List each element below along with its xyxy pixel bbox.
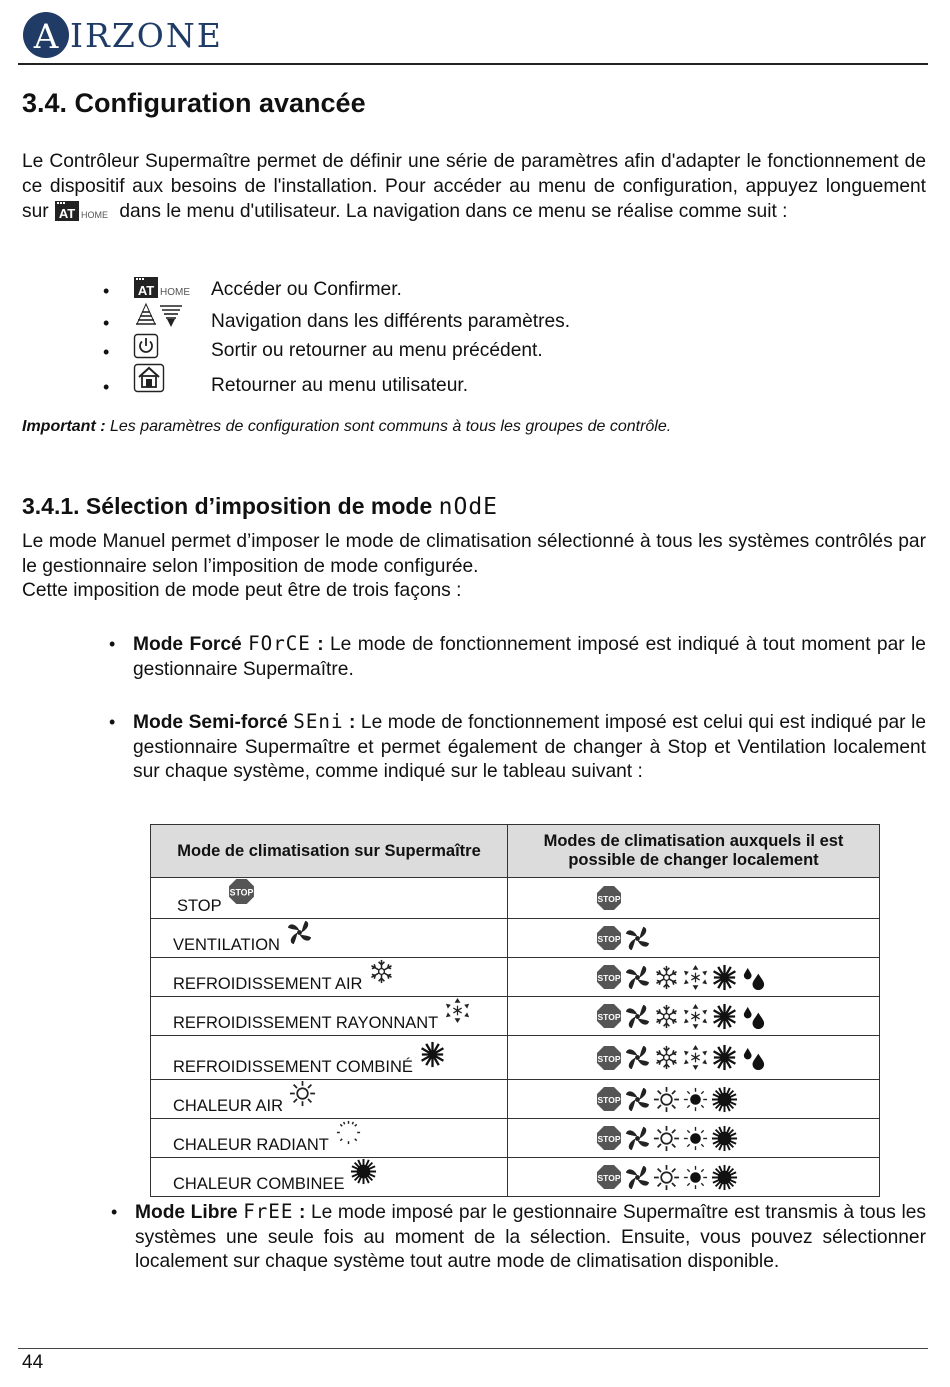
allowed-modes-cell <box>508 1119 880 1158</box>
allowed-modes-cell <box>508 1158 880 1197</box>
allowed-modes-cell <box>508 997 880 1036</box>
mode-name: Mode Libre <box>135 1202 238 1223</box>
mode-cell <box>151 1080 508 1119</box>
snowflake-radiant-icon <box>444 997 471 1024</box>
sun-combined-icon <box>711 1164 738 1191</box>
mode-label: CHALEUR COMBINEE <box>173 1175 345 1193</box>
allowed-modes-cell <box>508 1036 880 1080</box>
stop-icon <box>596 1086 622 1112</box>
section-title-text: 3.4.1. Sélection d’imposition de mode <box>22 493 433 519</box>
snowflake-combined-icon <box>419 1041 446 1068</box>
mode-free <box>135 1200 926 1275</box>
sun-outline-icon <box>653 1125 680 1152</box>
section-paragraph <box>22 530 926 579</box>
fan-icon <box>624 1164 651 1191</box>
table-row <box>151 958 880 997</box>
snowflake-outline-icon <box>653 964 680 991</box>
mode-sep: : <box>343 712 356 733</box>
nav-item-label: Accéder ou Confirmer. <box>211 279 402 300</box>
sun-outline-icon <box>653 1086 680 1113</box>
important-label: Important : <box>22 418 106 435</box>
allowed-modes-cell <box>508 1080 880 1119</box>
section-text: Le mode Manuel permet d’imposer le mode de climatisation sélectionné à tous les systèmes contrôlés par le gestionnaire selon l’imposition de mode configurée. <box>22 531 926 577</box>
fan-icon <box>624 1125 651 1152</box>
mode-sep: : <box>310 634 324 655</box>
mode-text: Le mode de fonctionnement imposé est celui qui est indiqué par le gestionnaire Supermaître et permet également de changer à Stop et Ventilation localement sur chaque système, comme indiqué sur le tableau suivant : <box>133 712 926 782</box>
at-home-icon <box>133 275 195 304</box>
power-icon <box>133 333 159 364</box>
mode-code: nOdE <box>438 494 499 520</box>
svg-text:HOME: HOME <box>81 210 108 220</box>
mode-label: STOP <box>177 897 222 915</box>
mode-forced <box>133 632 926 682</box>
allowed-modes-cell <box>508 958 880 997</box>
table-row <box>151 1080 880 1119</box>
fan-icon <box>624 925 651 952</box>
mode-cell <box>151 878 508 919</box>
mode-cell <box>151 1036 508 1080</box>
svg-text:AT: AT <box>137 283 155 298</box>
mode-label: REFROIDISSEMENT RAYONNANT <box>173 1014 439 1032</box>
modes-table <box>150 824 880 1197</box>
mode-label: CHALEUR RADIANT <box>173 1136 329 1154</box>
snowflake-outline-icon <box>653 1003 680 1030</box>
snowflake-combined-icon <box>711 1044 738 1071</box>
stop-icon <box>596 1125 622 1151</box>
table-row <box>151 997 880 1036</box>
snowflake-combined-icon <box>711 964 738 991</box>
section-title <box>22 493 498 520</box>
fan-icon <box>624 1003 651 1030</box>
sun-radiant-icon <box>682 1125 709 1152</box>
up-down-arrows-icon <box>133 302 185 333</box>
mode-cell <box>151 1158 508 1197</box>
intro-text-2: dans le menu d'utilisateur. La navigation dans ce menu se réalise comme suit : <box>119 201 788 222</box>
nav-item-label: Sortir ou retourner au menu précédent. <box>211 340 543 361</box>
important-note <box>22 418 671 436</box>
sun-combined-icon <box>711 1125 738 1152</box>
house-icon <box>133 363 165 398</box>
mode-sep: : <box>293 1202 306 1223</box>
mode-label: CHALEUR AIR <box>173 1097 284 1115</box>
sun-outline-icon <box>289 1080 316 1107</box>
mode-code: SEni <box>293 710 344 733</box>
mode-cell <box>151 919 508 958</box>
nav-item-label: Navigation dans les différents paramètres. <box>211 311 571 332</box>
table-header: Modes de climatisation auxquels il est possible de changer localement <box>508 825 880 878</box>
mode-text: Le mode imposé par le gestionnaire Supermaître est transmis à tous les systèmes une seule fois au moment de la sélection. Ensuite, vous pouvez sélectionner localement sur chaque système tout autre mode de climatisation disponible. <box>135 1202 926 1272</box>
intro-paragraph <box>22 150 926 229</box>
section-text-2: Cette imposition de mode peut être de trois façons : <box>22 580 462 601</box>
nav-item-label: Retourner au menu utilisateur. <box>211 375 469 396</box>
sun-combined-icon <box>350 1158 377 1185</box>
mode-label: VENTILATION <box>173 936 280 954</box>
fan-icon <box>624 1086 651 1113</box>
allowed-modes-cell <box>508 919 880 958</box>
snowflake-radiant-icon <box>682 964 709 991</box>
snowflake-combined-icon <box>711 1003 738 1030</box>
important-text: Les paramètres de configuration sont communs à tous les groupes de contrôle. <box>105 418 672 435</box>
table-row <box>151 919 880 958</box>
stop-icon <box>596 1003 622 1029</box>
table-header: Mode de climatisation sur Supermaître <box>151 825 508 878</box>
stop-icon <box>596 1164 622 1190</box>
sun-radiant-icon <box>335 1119 362 1146</box>
fan-icon <box>624 964 651 991</box>
mode-label: REFROIDISSEMENT COMBINÉ <box>173 1058 413 1076</box>
snowflake-outline-icon <box>368 958 395 985</box>
stop-icon <box>228 878 255 905</box>
logo-letter: A <box>33 17 59 57</box>
bullet: • <box>103 377 110 397</box>
snowflake-outline-icon <box>653 1044 680 1071</box>
snowflake-radiant-icon <box>682 1044 709 1071</box>
section-paragraph-2 <box>22 579 926 604</box>
table-row <box>151 1036 880 1080</box>
table-row <box>151 1158 880 1197</box>
mode-text: Le mode de fonctionnement imposé est indiqué à tout moment par le gestionnaire Supermaître. <box>133 634 926 680</box>
mode-name: Mode Semi-forcé <box>133 712 288 733</box>
sun-radiant-icon <box>682 1086 709 1113</box>
drops-icon <box>740 1044 767 1071</box>
drops-icon <box>740 1003 767 1030</box>
mode-name: Mode Forcé <box>133 634 242 655</box>
bullet: • <box>109 634 116 654</box>
fan-icon <box>624 1044 651 1071</box>
drops-icon <box>740 964 767 991</box>
bullet: • <box>103 313 110 333</box>
stop-icon <box>596 885 622 911</box>
footer-divider <box>18 1348 928 1349</box>
fan-icon <box>286 919 313 946</box>
svg-text:AT: AT <box>58 206 76 221</box>
bullet: • <box>103 342 110 362</box>
bullet: • <box>103 281 110 301</box>
stop-icon <box>596 964 622 990</box>
stop-icon <box>596 925 622 951</box>
stop-icon <box>596 1045 622 1071</box>
mode-semi-forced <box>133 710 926 785</box>
mode-label: REFROIDISSEMENT AIR <box>173 975 363 993</box>
at-home-icon <box>54 199 114 229</box>
logo-text: IRZONE <box>70 16 223 55</box>
bullet: • <box>111 1202 118 1222</box>
mode-cell <box>151 1119 508 1158</box>
page-title: 3.4. Configuration avancée <box>22 88 366 118</box>
intro-text-1: Le Contrôleur Supermaître permet de définir une série de paramètres afin d'adapter le fonctionnement de ce dispositif aux besoins de l'installation. Pour accéder au menu de configuration, appuyez longuement sur <box>22 151 926 222</box>
mode-cell <box>151 958 508 997</box>
sun-outline-icon <box>653 1164 680 1191</box>
sun-radiant-icon <box>682 1164 709 1191</box>
table-row <box>151 1119 880 1158</box>
table-row <box>151 878 880 919</box>
mode-code: FOrCE <box>248 632 311 655</box>
bullet: • <box>109 712 116 732</box>
allowed-modes-cell <box>508 878 880 919</box>
mode-cell <box>151 997 508 1036</box>
svg-text:HOME: HOME <box>160 287 190 298</box>
sun-combined-icon <box>711 1086 738 1113</box>
header-divider <box>18 63 928 65</box>
snowflake-radiant-icon <box>682 1003 709 1030</box>
mode-code: FrEE <box>243 1200 294 1223</box>
page-number: 44 <box>22 1352 44 1373</box>
